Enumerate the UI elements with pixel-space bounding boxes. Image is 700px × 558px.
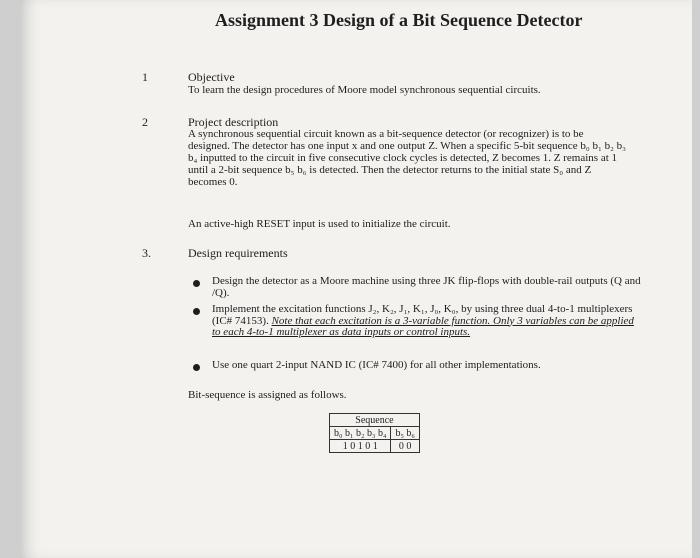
bullet-dot (193, 308, 200, 315)
requirement-2-note: Note that each excitation is a 3-variable function. Only 3 variables can be applied to each 4-to-1 multiplexer as data inputs or control inputs. (212, 314, 634, 338)
document-page (20, 0, 692, 558)
bit-sequence-intro: Bit-sequence is assigned as follows. (188, 389, 347, 401)
section-1-heading: Objective (188, 70, 235, 84)
section-2-heading: Project description (188, 115, 279, 129)
col2-value: 0 0 (391, 440, 419, 453)
requirement-1: Design the detector as a Moore machine using three JK flip-flops with double-rail outputs (Q and /Q). (212, 275, 641, 299)
col2-label: b₅ b₆ (391, 427, 419, 440)
section-2-number: 2 (142, 115, 148, 129)
section-3-number: 3. (142, 246, 151, 260)
col1-value: 1 0 1 0 1 (330, 440, 391, 453)
page-title: Assignment 3 Design of a Bit Sequence Detector (215, 10, 583, 30)
bullet-dot (193, 364, 200, 371)
project-description: A synchronous sequential circuit known as a bit-sequence detector (or recognizer) is to be designed. The detector has one input x and one output Z. When a specific 5-bit sequence b₀ b₁ b₂ b₃ b₄ inputted to the circuit in five consecutive clock cycles is detected, Z becomes 1. Z remains at 1 until a 2-bit sequence b₅ b₆ is detected. Then the detector returns to the initial state S₀ and Z becomes 0. (188, 128, 627, 188)
requirement-2-text: Implement the excitation functions J₂, K₂, J₁, K₁, J₀, K₀, by using three dual 4-to-1 multiplexers (IC# 74153). (212, 303, 633, 327)
objective-text: To learn the design procedures of Moore model synchronous sequential circuits. (188, 84, 541, 96)
reset-note: An active-high RESET input is used to initialize the circuit. (188, 218, 451, 230)
sequence-table-header: Sequence (330, 414, 420, 427)
col1-label: b₀ b₁ b₂ b₃ b₄ (330, 427, 391, 440)
requirement-3: Use one quart 2-input NAND IC (IC# 7400) for all other implementations. (212, 359, 541, 371)
bullet-dot (193, 280, 200, 287)
section-1-number: 1 (142, 70, 148, 84)
sequence-table (329, 413, 420, 453)
section-3-heading: Design requirements (188, 246, 288, 260)
requirement-2 (212, 304, 642, 339)
